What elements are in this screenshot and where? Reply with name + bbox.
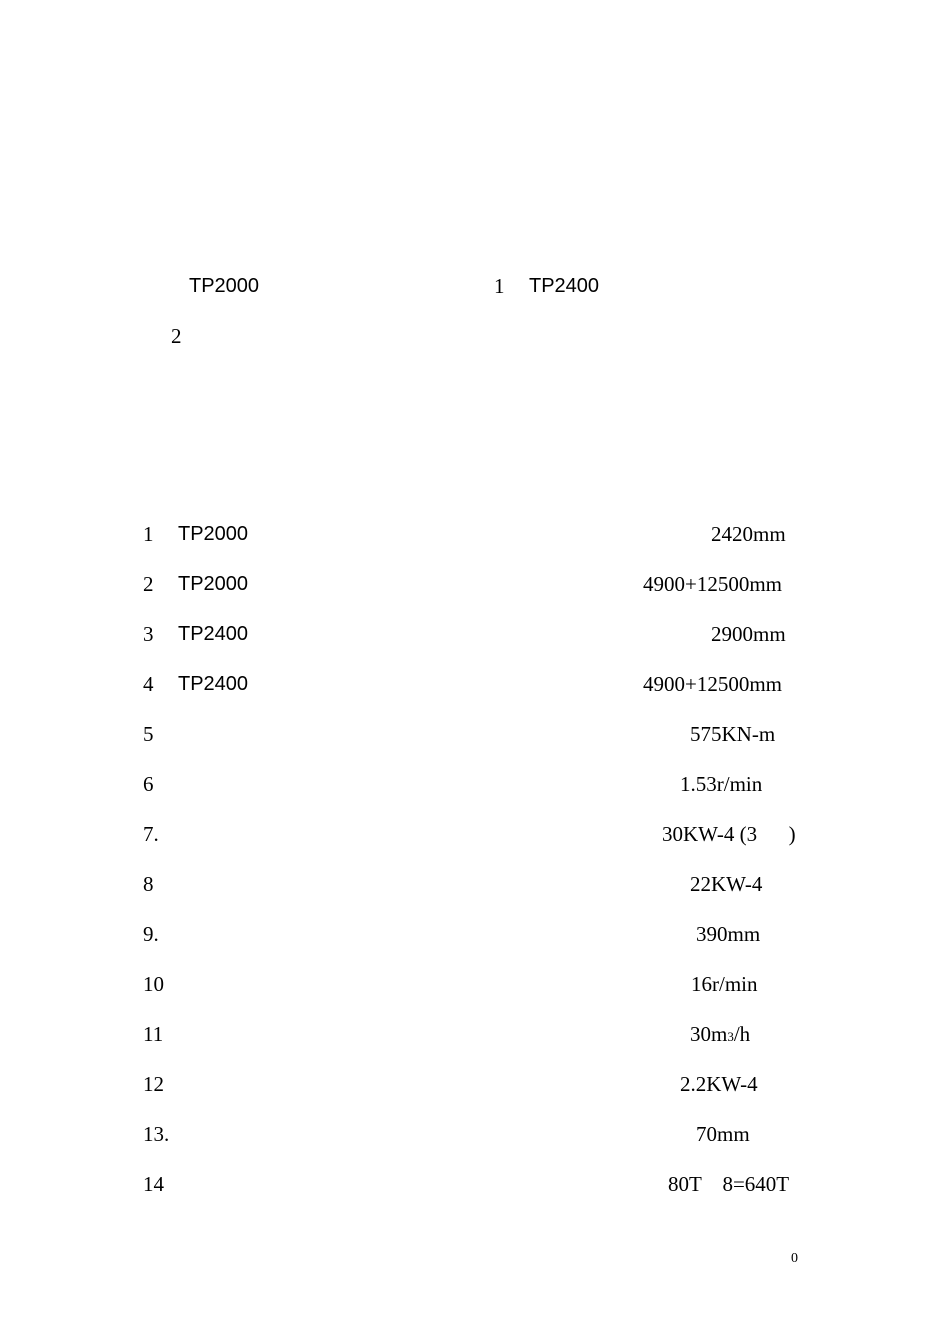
intro-model-a: TP2000 [189, 275, 260, 297]
spec-model: TP2000 [178, 573, 249, 595]
spec-value [690, 1022, 750, 1049]
spec-model: TP2400 [178, 623, 249, 645]
spec-row [0, 972, 950, 996]
spec-number: 4 [143, 672, 154, 696]
spec-value: 4900+12500mm [643, 572, 783, 596]
spec-row [0, 622, 950, 646]
spec-value: 70mm [696, 1122, 750, 1146]
spec-number: 8 [143, 872, 154, 896]
spec-value: 575KN-m [690, 722, 776, 746]
spec-number: 14 [143, 1172, 164, 1196]
spec-number: 5 [143, 722, 154, 746]
spec-number: 3 [143, 622, 154, 646]
spec-row [0, 572, 950, 596]
spec-row [0, 1122, 950, 1146]
spec-row [0, 772, 950, 796]
spec-model: TP2000 [178, 523, 249, 545]
spec-row [0, 872, 950, 896]
spec-value: 1.53r/min [680, 772, 763, 796]
spec-number: 10 [143, 972, 164, 996]
spec-value: 16r/min [691, 972, 758, 996]
spec-model: TP2400 [178, 673, 249, 695]
spec-value: 30KW-4 (3 ) [662, 822, 796, 846]
spec-number: 12 [143, 1072, 164, 1096]
intro-model-b: TP2400 [529, 275, 600, 297]
spec-number: 13. [143, 1122, 170, 1146]
spec-value: 390mm [696, 922, 761, 946]
spec-value: 80T 8=640T [668, 1172, 790, 1196]
page-number: 0 [791, 1251, 798, 1266]
spec-number: 11 [143, 1022, 164, 1046]
spec-row [0, 1172, 950, 1196]
spec-row [0, 722, 950, 746]
spec-value: 22KW-4 [690, 872, 763, 896]
spec-number: 7. [143, 822, 159, 846]
spec-number: 2 [143, 572, 154, 596]
spec-row [0, 1022, 950, 1046]
spec-value: 4900+12500mm [643, 672, 783, 696]
spec-value: 2420mm [711, 522, 786, 546]
spec-value-tail: /h [733, 1022, 751, 1046]
spec-value-subscript: 3 [727, 1029, 734, 1044]
spec-number: 6 [143, 772, 154, 796]
spec-value: 2.2KW-4 [680, 1072, 758, 1096]
intro-line2-number: 2 [171, 324, 182, 348]
spec-value-main: 30m [690, 1022, 728, 1046]
spec-row [0, 922, 950, 946]
intro-ref-number: 1 [494, 274, 505, 298]
spec-number: 1 [143, 522, 154, 546]
spec-row [0, 822, 950, 846]
spec-row [0, 1072, 950, 1096]
spec-row [0, 522, 950, 546]
spec-number: 9. [143, 922, 159, 946]
spec-row [0, 672, 950, 696]
spec-value: 2900mm [711, 622, 786, 646]
